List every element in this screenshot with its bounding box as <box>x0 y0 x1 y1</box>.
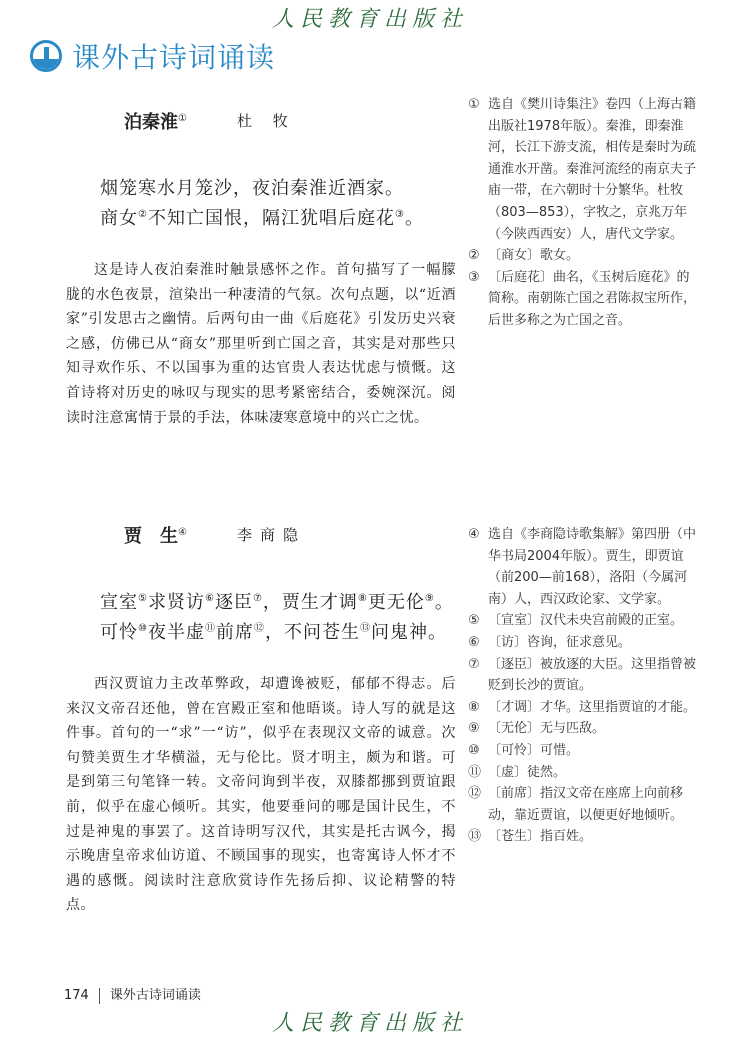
line-text: 宣室 <box>100 592 138 613</box>
section-icon <box>30 40 62 72</box>
section-title: 课外古诗词诵读 <box>72 41 276 74</box>
footer-divider <box>99 988 100 1004</box>
footnote-marker: ① <box>178 113 187 124</box>
footnote-number: ⑦ <box>468 656 480 672</box>
footnote-number: ⑤ <box>468 613 480 629</box>
footnote-text: 〔苍生〕指百姓。 <box>488 829 593 845</box>
footnote-text: 〔逐臣〕被放逐的大臣。这里指曾被贬到长沙的贾谊。 <box>488 656 697 694</box>
line-text: 商女 <box>100 208 138 229</box>
line-text: ，贾生才调 <box>262 592 358 613</box>
footnote-marker: ③ <box>394 209 405 220</box>
publisher-logo-bottom: 人民教育出版社 <box>272 1011 469 1036</box>
footnote <box>468 783 700 826</box>
footnote <box>468 654 700 697</box>
footnote-marker: ⑫ <box>253 623 265 634</box>
footnote-marker: ⑧ <box>357 593 368 604</box>
footnote-text: 〔宣室〕汉代未央宫前殿的正室。 <box>488 613 684 629</box>
poem-line <box>100 204 424 230</box>
footnote-number: ① <box>468 97 480 112</box>
poem-title-text: 贾 生 <box>124 526 178 547</box>
poem-author: 杜 牧 <box>237 112 296 130</box>
footnote-number: ⑫ <box>468 786 482 802</box>
poem-title-text: 泊秦淮 <box>124 112 178 133</box>
page-number: 174 <box>64 988 89 1003</box>
footnote <box>468 740 700 762</box>
footnote-number: ⑨ <box>468 721 480 737</box>
footnote-marker: ④ <box>178 527 187 538</box>
poem-author: 李商隐 <box>237 526 307 544</box>
footnote <box>468 610 700 632</box>
line-text: 前席 <box>215 622 254 643</box>
line-text: 逐臣 <box>214 592 253 613</box>
footnote-marker: ⑪ <box>204 623 216 634</box>
footnote <box>468 718 700 740</box>
footnote-marker: ⑥ <box>204 593 215 604</box>
poem-title <box>124 108 187 134</box>
footnote <box>468 826 700 848</box>
footnote-marker: ⑩ <box>138 623 148 634</box>
line-text: 更无伦 <box>367 592 425 613</box>
poem-line <box>100 588 454 614</box>
footnote-text: 〔前席〕指汉文帝在座席上向前移动，靠近贾谊，以便更好地倾听。 <box>488 786 684 823</box>
footnote-text: 〔后庭花〕曲名，《玉树后庭花》的简称。南朝陈亡国之君陈叔宝所作，后世多称之为亡国之音。 <box>488 269 697 328</box>
footnotes <box>468 94 700 332</box>
line-text: 可怜 <box>100 622 138 643</box>
poem-line <box>100 174 404 200</box>
footnote-marker: ⑤ <box>138 593 148 604</box>
footnote-number: ⑧ <box>468 699 480 715</box>
footnote-text: 〔虚〕徒然。 <box>488 764 567 780</box>
line-text: 烟笼寒水月笼沙，夜泊秦淮近酒家。 <box>100 178 404 199</box>
poem-title <box>124 522 187 548</box>
footnote-text: 选自《李商隐诗歌集解》第四册（中华书局2004年版）。贾生，即贾谊（前200—前168），洛阳（今属河南）人，西汉政论家、文学家。 <box>488 527 697 607</box>
line-text: 不知亡国恨，隔江犹唱后庭花 <box>147 208 395 229</box>
footnote-number: ② <box>468 248 480 264</box>
footnote-number: ⑪ <box>468 764 482 780</box>
footnote-number: ④ <box>468 527 480 542</box>
footnote <box>468 524 700 610</box>
footnote <box>468 267 700 332</box>
footnote-marker: ⑦ <box>252 593 263 604</box>
footnote-number: ⑥ <box>468 634 480 650</box>
footnote <box>468 94 700 245</box>
poem-commentary: 西汉贾谊力主改革弊政，却遭谗被贬，郁郁不得志。后来汉文帝召还他，曾在宫殿正室和他晤谈。诗人写的就是这件事。首句的一“求”一“访”，似乎在表现汉文帝的诚意。次句赞美贾生才华横溢，无与伦比。贤才明主，颇为和谐。可是到第三句笔锋一转。文帝问询到半夜，双膝都挪到贾谊跟前，似乎在虚心倾听。其实，他要垂问的哪是国计民生，不过是神鬼的事罢了。这首诗明写汉代，其实是托古讽今，揭示晚唐皇帝求仙访道、不顾国事的现实，也寄寓诗人怀才不遇的感慨。阅读时注意欣赏诗作先扬后抑、议论精警的特点。 <box>66 676 456 914</box>
footnote-text: 〔商女〕歌女。 <box>488 248 580 264</box>
footnote <box>468 245 700 267</box>
publisher-logo: 人民教育出版社 <box>272 7 469 32</box>
line-text: ，不问苍生 <box>264 622 360 643</box>
line-text: 。 <box>434 592 454 613</box>
footnote-number: ⑬ <box>468 829 482 845</box>
footnote-text: 〔访〕咨询，征求意见。 <box>488 634 632 650</box>
footnote-text: 〔可怜〕可惜。 <box>488 742 580 758</box>
section-header <box>30 36 275 76</box>
footnote <box>468 632 700 654</box>
footnote-marker: ② <box>138 209 148 220</box>
footnote-text: 选自《樊川诗集注》卷四（上海古籍出版社1978年版）。秦淮，即秦淮河，长江下游支流，相传是秦时为疏通淮水开凿。秦淮河流经的南京夫子庙一带，在六朝时十分繁华。杜牧（803—853），字牧之，京兆万年（今陕西西安）人，唐代文学家。 <box>488 97 697 242</box>
footnote-number: ③ <box>468 269 480 285</box>
footnote-text: 〔才调〕才华。这里指贾谊的才能。 <box>488 699 697 715</box>
footnote-marker: ⑬ <box>359 623 371 634</box>
line-text: 夜半虚 <box>147 622 205 643</box>
poem-line <box>100 618 447 644</box>
footnote-marker: ⑨ <box>424 593 435 604</box>
line-text: 求贤访 <box>147 592 205 613</box>
poem-commentary: 这是诗人夜泊秦淮时触景感怀之作。首句描写了一幅朦胧的水色夜景，渲染出一种凄清的气氛。次句点题，以“近酒家”引发思古之幽情。后两句由一曲《后庭花》引发历史兴衰之感，仿佛已从“商女”那里听到亡国之音，其实是对那些只知寻欢作乐、不以国事为重的达官贵人表达忧虑与愤慨。这首诗将对历史的咏叹与现实的思考紧密结合，委婉深沉。阅读时注意寓情于景的手法，体味凄寒意境中的兴亡之忧。 <box>66 262 456 426</box>
line-text: 问鬼神。 <box>370 622 447 643</box>
page-footer <box>64 984 201 1004</box>
line-text: 。 <box>404 208 424 229</box>
footer-section: 课外古诗词诵读 <box>109 988 201 1003</box>
footnote-number: ⑩ <box>468 742 480 758</box>
footnote <box>468 697 700 719</box>
footnotes <box>468 524 700 848</box>
footnote-text: 〔无伦〕无与匹敌。 <box>488 721 606 737</box>
footnote <box>468 762 700 784</box>
